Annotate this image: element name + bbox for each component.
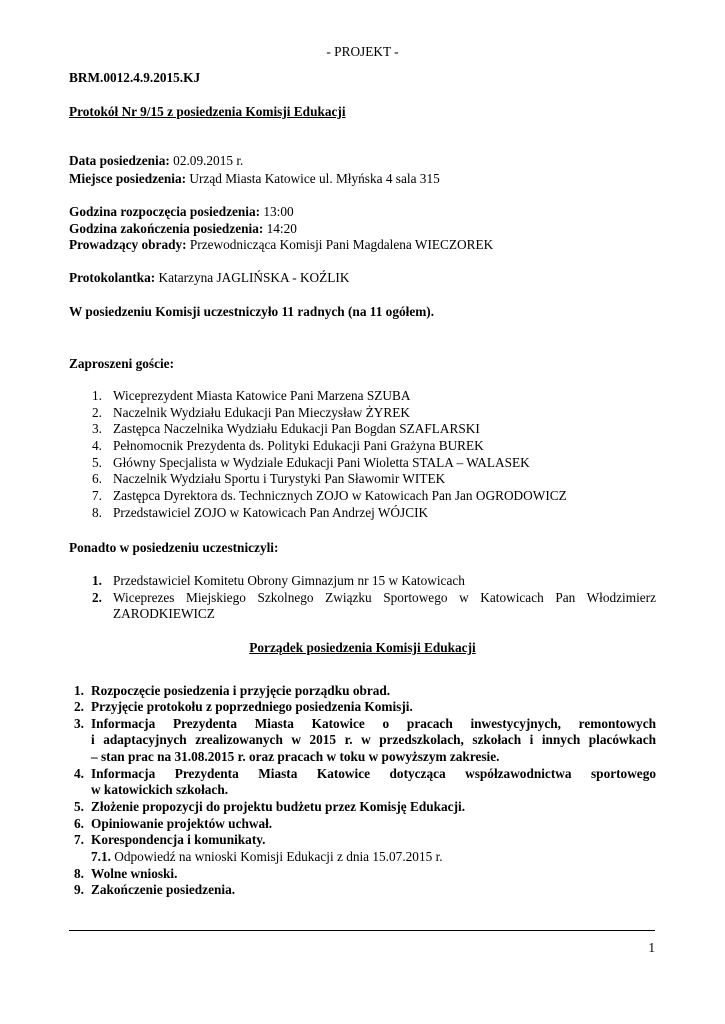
agenda-heading: Porządek posiedzenia Komisji Edukacji bbox=[249, 640, 476, 655]
date-label: Data posiedzenia: bbox=[69, 153, 170, 168]
place-value: Urząd Miasta Katowice ul. Młyńska 4 sala 315 bbox=[186, 171, 440, 186]
start-value: 13:00 bbox=[260, 204, 294, 219]
start-time bbox=[69, 204, 294, 220]
agenda-item-continuation: – stan prac na 31.08.2015 r. oraz pracach w toku w powyższym zakresie. bbox=[91, 749, 500, 764]
meeting-place bbox=[69, 171, 440, 187]
agenda-item-continuation: i adaptacyjnych zrealizowanych w 2015 r. w przedszkolach, szkołach i innych placówkach bbox=[91, 732, 656, 747]
footer-divider bbox=[69, 930, 655, 931]
projekt-label: - PROJEKT - bbox=[326, 44, 399, 59]
page-number: 1 bbox=[648, 940, 655, 955]
meeting-date bbox=[69, 153, 243, 169]
end-value: 14:20 bbox=[263, 221, 297, 236]
end-label: Godzina zakończenia posiedzenia: bbox=[69, 221, 264, 236]
recorder-label: Protokolantka: bbox=[69, 270, 156, 285]
document-title: Protokół Nr 9/15 z posiedzenia Komisji Edukacji bbox=[69, 104, 346, 119]
start-label: Godzina rozpoczęcia posiedzenia: bbox=[69, 204, 261, 219]
place-label: Miejsce posiedzenia: bbox=[69, 171, 187, 186]
chair-label: Prowadzący obrady: bbox=[69, 237, 187, 252]
document-page: - PROJEKT - BRM.0012.4.9.2015.KJ Protokół Nr 9/15 z posiedzenia Komisji Edukacji Data posiedzenia: 02.09.2015 r. Miejsce posiedzenia: Urząd Miasta Katowice ul. Młyńska 4 sala 315 Godzina rozpoczęcia posiedzenia: 13:00 Godzina zakończenia posiedzenia: 14:20 Prowadzący obrady: Przewodnicząca Komisji Pani Magdalena WIECZOREK Protokolantka: Katarzyna JAGLIŃSKA - KOŹLIK W posiedzeniu Komisji uczestniczyło 11 radnych (na 11 ogółem). Zaproszeni goście: 1. Wiceprezydent Miasta Katowice Pani Marzena SZUBA 2. Naczelnik Wydziału Edukacji Pan Mieczysław ŻYREK 3. Zastępca Naczelnika Wydziału Edukacji Pan Bogdan SZAFLARSKI 4. Pełnomocnik Prezydenta ds. Polityki Edukacji Pani Grażyna BUREK 5. Główny Specjalista w Wydziale Edukacji Pani Wioletta STALA – WALASEK 6. Naczelnik Wydziału Sportu i Turystyki Pan Sławomir WITEK 7. Zastępca Dyrektora ds. Technicznych ZOJO w Katowicach Pan Jan OGRODOWICZ 8. Przedstawiciel ZOJO w Katowicach Pan Andrzej WÓJCIK Ponadto w posiedzeniu uczestniczyli: 1. Przedstawiciel Komitetu Obrony Gimnazjum nr 15 w Katowicach 2. Wiceprezes Miejskiego Szkolnego Związku Sportowego w Katowicach Pan Włodzimierz ZARODKIEWICZ Porządek posiedzenia Komisji Edukacji 1. Rozpoczęcie posiedzenia i przyjęcie porządku obrad. 2. Przyjęcie protokołu z poprzedniego posiedzenia Komisji. 3. Informacja Prezydenta Miasta Katowice o pracach inwestycyjnych, remontowych i adaptacyjnych zrealizowanych w 2015 r. w przedszkolach, szkołach i innych placówkach – stan prac na 31.08.2015 r. oraz pracach w toku w powyższym zakresie. 4. Informacja Prezydenta Miasta Katowice dotycząca współzawodnictwa sportowego w katowickich szkołach. 5. Złożenie propozycji do projektu budżetu przez Komisję Edukacji. 6. Opiniowanie projektów uchwał. 7. Korespondencja i komunikaty. 7.1. Odpowiedź na wnioski Komisji Edukacji z dnia 15.07.2015 r. 8. Wolne wnioski. 9. Zakończenie posiedzenia. 1 bbox=[0, 0, 725, 1024]
others-heading: Ponadto w posiedzeniu uczestniczyli: bbox=[69, 540, 279, 555]
attendance-note: W posiedzeniu Komisji uczestniczyło 11 radnych (na 11 ogółem). bbox=[69, 304, 435, 319]
chair-value: Przewodnicząca Komisji Pani Magdalena WIECZOREK bbox=[186, 237, 494, 252]
guests-heading: Zaproszeni goście: bbox=[69, 356, 175, 371]
list-item-continuation: ZARODKIEWICZ bbox=[113, 606, 215, 621]
chairperson bbox=[69, 237, 493, 253]
end-time bbox=[69, 221, 297, 237]
recorder bbox=[69, 270, 349, 286]
reference-number: BRM.0012.4.9.2015.KJ bbox=[69, 70, 201, 85]
agenda-item-continuation: w katowickich szkołach. bbox=[91, 782, 229, 797]
recorder-value: Katarzyna JAGLIŃSKA - KOŹLIK bbox=[155, 270, 350, 285]
agenda-sub-item: 7.1. Odpowiedź na wnioski Komisji Edukacji z dnia 15.07.2015 r. bbox=[91, 849, 443, 864]
date-value: 02.09.2015 r. bbox=[169, 153, 244, 168]
